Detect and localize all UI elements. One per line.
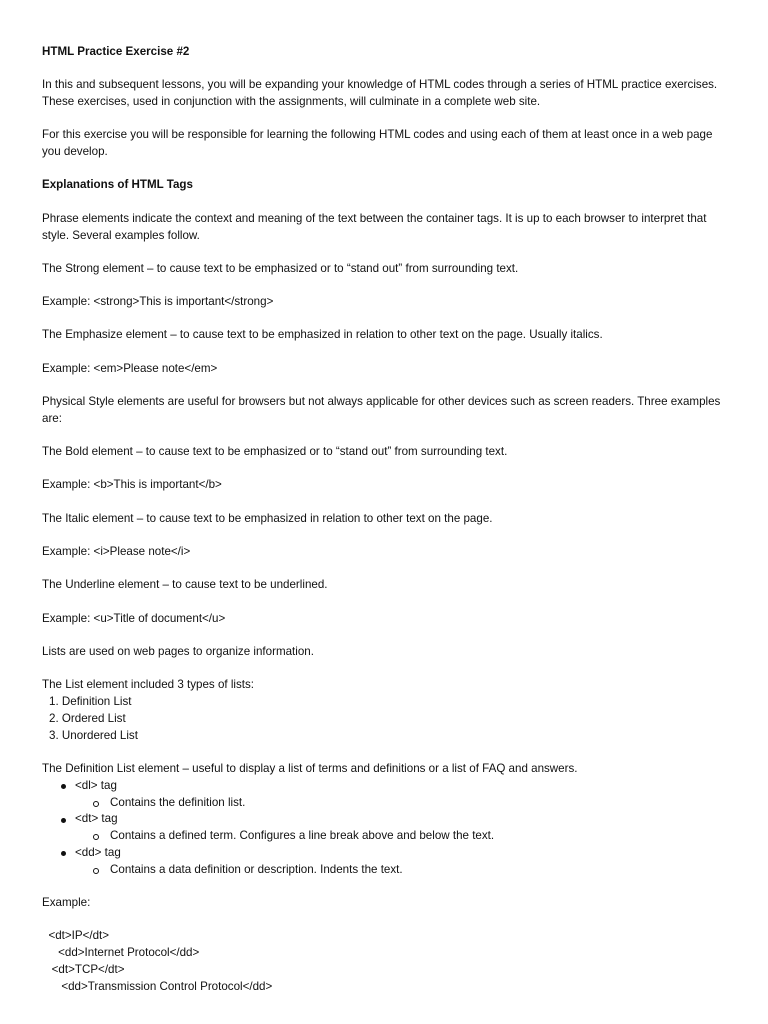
list-type-item: 2. Ordered List [49,711,126,725]
list-types-intro: The List element included 3 types of lists: [42,678,255,692]
strong-description: The Strong element – to cause text to be emphasized or to “stand out” from surrounding text. [42,261,519,275]
bold-example: Example: <b>This is important</b> [42,478,222,492]
code-example [42,928,732,995]
explanations-heading: Explanations of HTML Tags [42,178,193,192]
document-title: HTML Practice Exercise #2 [42,45,190,58]
example-label: Example: [42,896,91,909]
tag-bullet [42,845,732,862]
italic-example: Example: <i>Please note</i> [42,545,191,559]
tag-bullet [42,811,732,828]
list-type-item: 3. Unordered List [49,728,138,742]
sub-bullet-icon [93,834,99,840]
lists-intro: Lists are used on web pages to organize information. [42,644,314,658]
tag-detail-text: Contains a defined term. Configures a line break above and below the text. [110,829,495,843]
definition-list-block [42,761,732,879]
underline-description: The Underline element – to cause text to be underlined. [42,578,328,592]
strong-example: Example: <strong>This is important</strong> [42,295,274,309]
tag-name: <dt> tag [75,812,118,826]
bullet-icon [61,784,66,789]
intro-paragraph: In this and subsequent lessons, you will be expanding your knowledge of HTML codes through a series of HTML practice exercises. These exercises, used in conjunction with the assignments, will culminate in a complete web site. [42,78,718,109]
sub-bullet-icon [93,868,99,874]
code-line: <dt>TCP</dt> [42,962,125,976]
underline-example: Example: <u>Title of document</u> [42,611,226,625]
code-line: <dd>Transmission Control Protocol</dd> [42,979,273,993]
document-page [42,44,732,995]
tag-bullet [42,778,732,795]
em-description: The Emphasize element – to cause text to be emphasized in relation to other text on the page. Usually italics. [42,328,603,342]
tag-name: <dd> tag [75,845,121,859]
sub-bullet-icon [93,801,99,807]
em-example: Example: <em>Please note</em> [42,361,218,375]
bullet-icon [61,818,66,823]
bullet-icon [61,851,66,856]
tag-detail [42,862,732,879]
tag-detail-text: Contains the definition list. [110,795,246,809]
phrase-elements-paragraph: Phrase elements indicate the context and meaning of the text between the container tags. It is up to each browser to interpret that style. Several examples follow. [42,211,707,242]
responsibility-paragraph: For this exercise you will be responsible for learning the following HTML codes and using each of them at least once in a web page you develop. [42,128,713,159]
tag-name: <dl> tag [75,778,117,792]
list-type-item: 1. Definition List [49,695,132,709]
code-line: <dt>IP</dt> [42,929,110,943]
italic-description: The Italic element – to cause text to be emphasized in relation to other text on the page. [42,511,493,525]
tag-detail-text: Contains a data definition or description. Indents the text. [110,862,403,876]
physical-style-paragraph: Physical Style elements are useful for browsers but not always applicable for other devices such as screen readers. Three examples are: [42,395,721,425]
tag-detail [42,828,732,845]
code-line: <dd>Internet Protocol</dd> [42,946,200,960]
list-types-block [42,677,732,744]
tag-detail [42,795,732,812]
definition-list-description: The Definition List element – useful to display a list of terms and definitions or a list of FAQ and answers. [42,761,578,775]
bold-description: The Bold element – to cause text to be emphasized or to “stand out” from surrounding text. [42,445,508,459]
